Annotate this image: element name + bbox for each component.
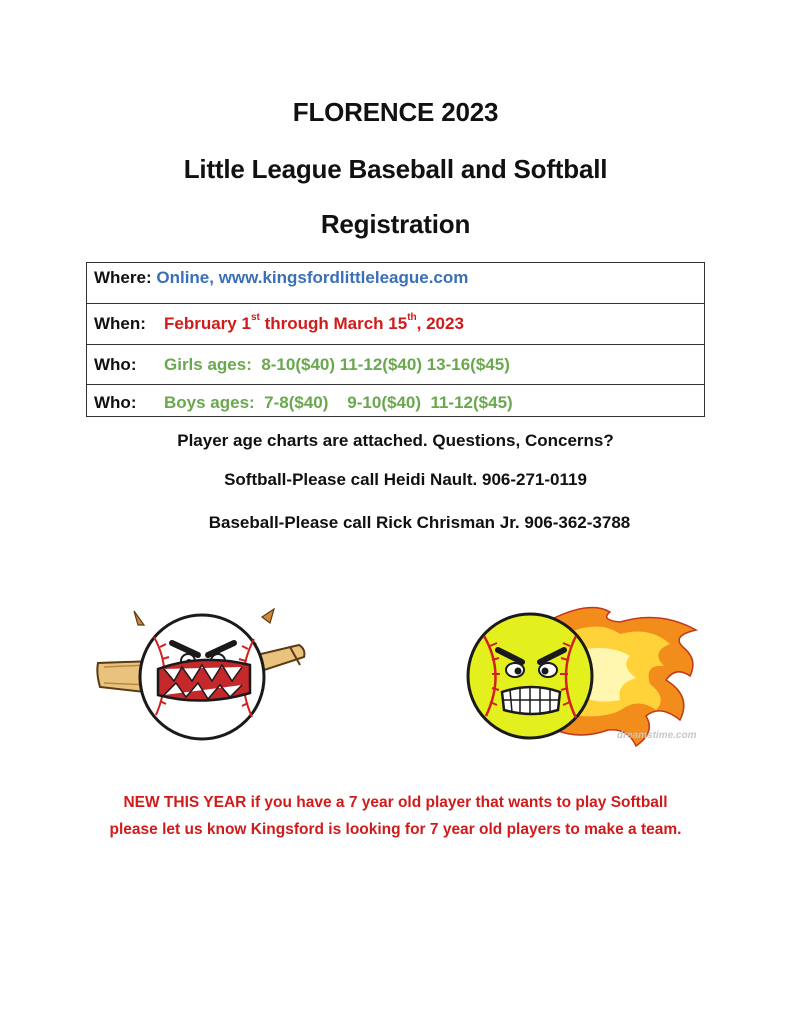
softball-contact: Softball-Please call Heidi Nault. 906-271-0119 (224, 470, 587, 489)
title-line-3: Registration (320, 209, 471, 239)
who-label-girls: Who: (94, 354, 137, 374)
where-label: Where: (94, 268, 152, 287)
where-value: Online, www.kingsfordlittleleague.com (156, 268, 469, 287)
who-boys-row (87, 385, 704, 416)
title-line-1: FLORENCE 2023 (292, 97, 499, 127)
boys-ages-value: Boys ages: 7-8($40) 9-10($40) 11-12($45) (164, 392, 513, 412)
who-label-boys: Who: (94, 392, 137, 412)
who-girls-row (87, 345, 704, 385)
new-this-year-line-1: NEW THIS YEAR if you have a 7 year old player that wants to play Softball (123, 794, 668, 811)
title-line-2: Little League Baseball and Softball (183, 154, 608, 184)
dreamstime-watermark: dreamstime.com (617, 730, 697, 741)
new-this-year-line-2: please let us know Kingsford is looking for 7 year old players to make a team. (109, 821, 682, 838)
registration-info-table (86, 262, 705, 417)
girls-ages-value: Girls ages: 8-10($40) 11-12($40) 13-16($45) (164, 354, 510, 374)
flaming-softball-icon (460, 600, 700, 750)
baseball-contact: Baseball-Please call Rick Chrisman Jr. 906-362-3788 (208, 513, 631, 532)
when-row (87, 304, 704, 345)
angry-baseball-icon (94, 603, 310, 749)
where-row (87, 263, 704, 304)
when-value: February 1st through March 15th, 2023 (164, 312, 464, 333)
age-charts-note: Player age charts are attached. Questions, Concerns? (177, 431, 614, 450)
when-label: When: (94, 314, 146, 333)
